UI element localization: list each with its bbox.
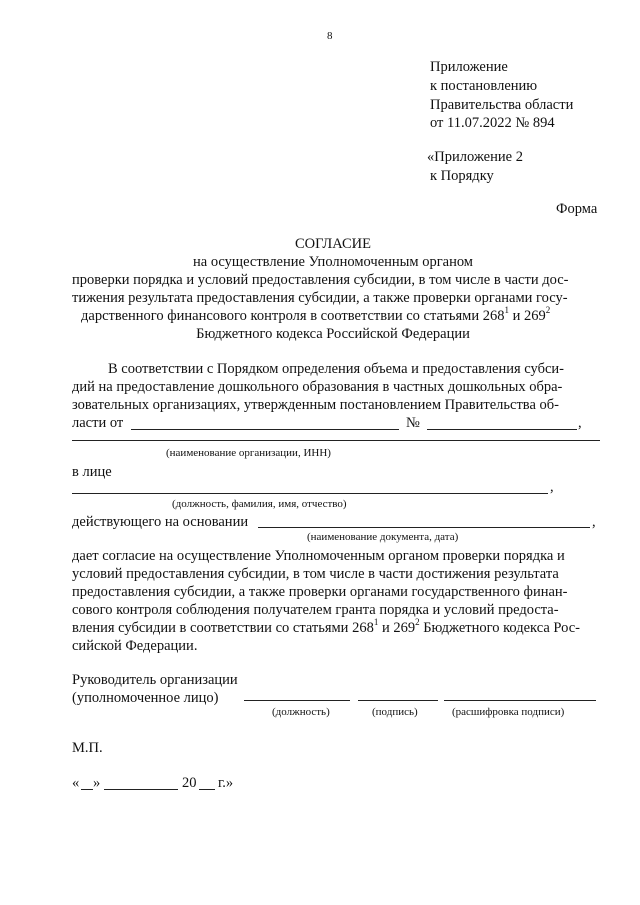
in-person-label: в лице [72, 464, 112, 480]
title-line-5: Бюджетного кодекса Российской Федерации [196, 326, 470, 342]
date-open-quote: « [72, 775, 80, 791]
consent-line-5: вления субсидии в соответствии со статьями $268^1$ и $269^2$ Бюджетного кодекса Рос- [72, 617, 580, 636]
organization-caption: (наименование организации, ИНН) [166, 447, 331, 459]
person-caption: (должность, фамилия, имя, отчество) [172, 498, 347, 510]
date-year-field[interactable] [199, 789, 215, 790]
header-line-1: Приложение [430, 59, 508, 75]
person-field[interactable] [72, 493, 548, 494]
intro-line-3: зовательных организациях, утвержденным постановлением Правительства об- [72, 397, 559, 413]
title-line-3: тижения результата предоставления субсидии, а также проверки органами госу- [72, 290, 568, 306]
position-caption: (должность) [272, 706, 330, 718]
date-day-field[interactable] [81, 789, 93, 790]
consent-line-6: сийской Федерации. [72, 638, 198, 654]
person-comma: , [550, 479, 554, 495]
page-number: 8 [327, 30, 333, 42]
header-line-4: от 11.07.2022 № 894 [430, 115, 555, 131]
form-label: Форма [556, 201, 598, 217]
title-line-4: дарственного финансового контроля в соответствии со статьями $268^1$ и $269^2$ [81, 305, 551, 324]
intro-comma: , [578, 415, 582, 431]
organization-field[interactable] [72, 440, 600, 441]
basis-document-field[interactable] [258, 527, 590, 528]
signer-title-line-1: Руководитель организации [72, 672, 238, 688]
title-line-2: проверки порядка и условий предоставления субсидии, в том числе в части дос- [72, 272, 569, 288]
consent-line-3: предоставления субсидии, а также проверки органами государственного финан- [72, 584, 568, 600]
basis-comma: , [592, 514, 596, 530]
signer-title-line-2: (уполномоченное лицо) [72, 690, 219, 706]
consent-line-1: дает согласие на осуществление Уполномоченным органом проверки порядка и [72, 548, 565, 564]
signature-caption: (подпись) [372, 706, 418, 718]
resolution-date-field[interactable] [131, 429, 399, 430]
position-field[interactable] [244, 700, 350, 701]
date-close-quote: » [93, 775, 101, 791]
signature-field[interactable] [358, 700, 438, 701]
date-month-field[interactable] [104, 789, 178, 790]
intro-line-2: дий на предоставление дошкольного образования в частных дошкольных обра- [72, 379, 563, 395]
document-title: СОГЛАСИЕ [294, 236, 372, 252]
consent-line-4: сового контроля соблюдения получателем гранта порядка и условий предоста- [72, 602, 559, 618]
appendix-line-2: к Порядку [430, 168, 494, 184]
intro-line-1: В соответствии с Порядком определения объема и предоставления субси- [108, 361, 565, 377]
basis-caption: (наименование документа, дата) [307, 531, 459, 543]
decoding-caption: (расшифровка подписи) [452, 706, 565, 718]
date-year-prefix: 20 [182, 775, 197, 791]
date-year-suffix: г.» [218, 775, 234, 791]
appendix-line-1: «Приложение 2 [427, 149, 523, 165]
intro-line-4-prefix: ласти от [72, 415, 124, 431]
header-line-3: Правительства области [430, 97, 574, 113]
header-line-2: к постановлению [430, 78, 538, 94]
title-line-1: на осуществление Уполномоченным органом [193, 254, 473, 270]
number-sign: № [406, 415, 420, 431]
resolution-number-field[interactable] [427, 429, 577, 430]
signature-decoding-field[interactable] [444, 700, 596, 701]
stamp-label: М.П. [72, 740, 103, 756]
basis-label: действующего на основании [72, 514, 249, 530]
consent-line-2: условий предоставления субсидии, в том числе в части достижения результата [72, 566, 559, 582]
